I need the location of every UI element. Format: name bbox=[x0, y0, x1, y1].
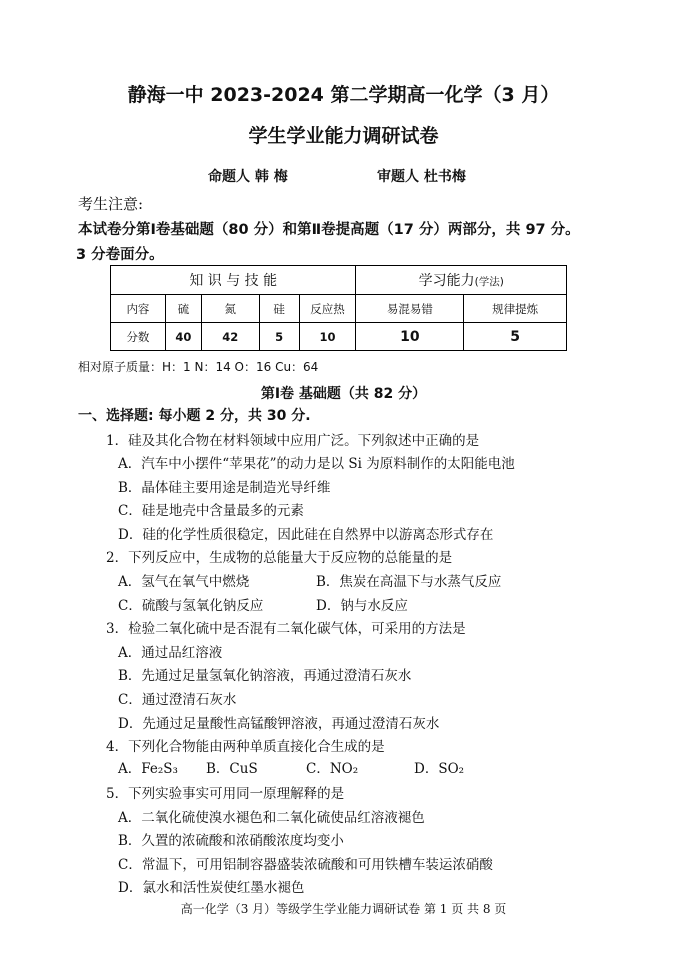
section-title: 第Ⅰ卷 基础题（共 82 分） bbox=[260, 386, 427, 402]
col-silicon: 硅 bbox=[259, 295, 299, 323]
question-3: 3．检验二氧化硫中是否混有二氧化碳气体，可采用的方法是 bbox=[106, 621, 466, 637]
page-footer: 高一化学（3 月）等级学生学业能力调研试卷 第 1 页 共 8 页 bbox=[180, 902, 507, 916]
reviewer: 审题人 杜书梅 bbox=[377, 169, 466, 185]
score-silicon: 5 bbox=[259, 323, 299, 351]
author: 命题人 韩 梅 bbox=[208, 169, 288, 185]
score-sulfur: 40 bbox=[165, 323, 201, 351]
question-5: 5．下列实验事实可用同一原理解释的是 bbox=[106, 786, 345, 802]
row-label-content: 内容 bbox=[111, 295, 166, 323]
score-confusable: 10 bbox=[356, 323, 464, 351]
q1-option-b: B．晶体硅主要用途是制造光导纤维 bbox=[118, 480, 331, 496]
col-confusable: 易混易错 bbox=[356, 295, 464, 323]
group-learning: 学习能力(学法) bbox=[356, 266, 567, 295]
exam-subtitle: 学生学业能力调研试卷 bbox=[248, 125, 439, 147]
q5-option-a: A．二氧化硫使溴水褪色和二氧化硫使品红溶液褪色 bbox=[118, 810, 425, 826]
col-reaction-heat: 反应热 bbox=[299, 295, 356, 323]
score-reaction-heat: 10 bbox=[299, 323, 356, 351]
score-table bbox=[110, 265, 567, 351]
q3-option-a: A．通过品红溶液 bbox=[118, 645, 223, 661]
notice-line1: 本试卷分第Ⅰ卷基础题（80 分）和第Ⅱ卷提高题（17 分）两部分，共 97 分。 bbox=[78, 222, 580, 238]
question-2: 2．下列反应中，生成物的总能量大于反应物的总能量的是 bbox=[106, 550, 453, 566]
q2-option-d: D．钠与水反应 bbox=[316, 598, 408, 614]
col-rule-summary: 规律提炼 bbox=[464, 295, 567, 323]
exam-title: 静海一中 2023-2024 第二学期高一化学（3 月） bbox=[127, 84, 560, 106]
q1-option-c: C．硅是地壳中含量最多的元素 bbox=[118, 503, 304, 519]
q4-option-d: D．SO₂ bbox=[414, 761, 465, 777]
q1-option-d: D．硅的化学性质很稳定，因此硅在自然界中以游离态形式存在 bbox=[118, 527, 494, 543]
notice-label: 考生注意: bbox=[78, 195, 144, 213]
q1-option-a: A．汽车中小摆件“苹果花”的动力是以 Si 为原料制作的太阳能电池 bbox=[118, 456, 515, 472]
notice-line2: 3 分卷面分。 bbox=[76, 247, 164, 263]
q4-option-a: A．Fe₂S₃ bbox=[118, 761, 178, 777]
q5-option-d: D．氯水和活性炭使红墨水褪色 bbox=[118, 880, 305, 896]
q3-option-d: D．先通过足量酸性高锰酸钾溶液，再通过澄清石灰水 bbox=[118, 716, 440, 732]
q2-option-b: B．焦炭在高温下与水蒸气反应 bbox=[316, 574, 502, 590]
q3-option-b: B．先通过足量氢氧化钠溶液，再通过澄清石灰水 bbox=[118, 668, 412, 684]
col-sulfur: 硫 bbox=[165, 295, 201, 323]
question-4: 4．下列化合物能由两种单质直接化合生成的是 bbox=[106, 739, 385, 755]
q4-option-c: C．NO₂ bbox=[306, 761, 359, 777]
part-title: 一、选择题: 每小题 2 分，共 30 分. bbox=[78, 408, 311, 424]
q4-option-b: B．CuS bbox=[206, 761, 258, 777]
q3-option-c: C．通过澄清石灰水 bbox=[118, 692, 237, 708]
col-nitrogen: 氮 bbox=[201, 295, 259, 323]
question-1: 1．硅及其化合物在材料领域中应用广泛。下列叙述中正确的是 bbox=[106, 433, 480, 449]
atomic-mass: 相对原子质量：H：1 N：14 O：16 Cu：64 bbox=[78, 360, 319, 374]
group-knowledge: 知 识 与 技 能 bbox=[111, 266, 356, 295]
row-label-score: 分数 bbox=[111, 323, 166, 351]
q2-option-c: C．硫酸与氢氧化钠反应 bbox=[118, 598, 264, 614]
score-nitrogen: 42 bbox=[201, 323, 259, 351]
q2-option-a: A．氢气在氧气中燃烧 bbox=[118, 574, 250, 590]
q5-option-c: C．常温下，可用铝制容器盛装浓硫酸和可用铁槽车装运浓硝酸 bbox=[118, 857, 493, 873]
score-rule-summary: 5 bbox=[464, 323, 567, 351]
q5-option-b: B．久置的浓硫酸和浓硝酸浓度均变小 bbox=[118, 833, 344, 849]
